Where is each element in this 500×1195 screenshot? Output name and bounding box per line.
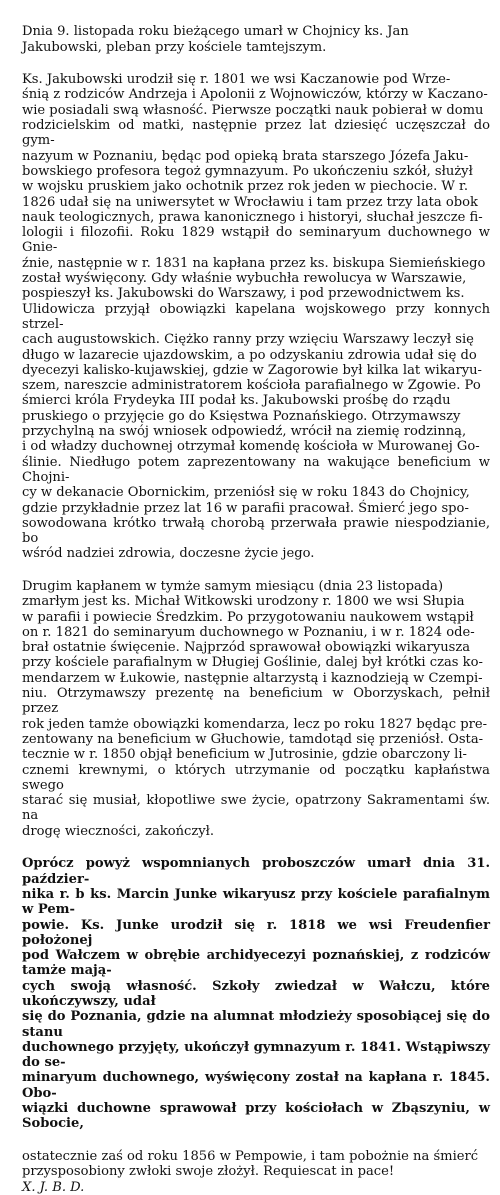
paragraph-witkowski-biography	[22, 564, 490, 839]
paragraph-text: Dnia 9. listopada roku bieżącego umarł w Chojnicy ks. Jan Jakubowski, pleban przy kościele tamtejszym.	[22, 24, 409, 55]
paragraph-text: Oprócz powyż wspomnianych proboszczów umarł dnia 31. paździer- nika r. b ks. Marcin Junke wikaryusz przy kościele parafialnym w Pem- powie. Ks. Junke urodził się r. 1818 we wsi Freudenfier położonej pod Wałczem w obrębie archidyecezyi poznańskiej, z rodziców tamże mają- cych swoją własność. Szkoły zwiedzał w Wałczu, które ukończywszy, udał się do Poznania, gdzie na alumnat młodzieży sposobiącej się do stanu duchownego przyjęty, ukończył gymnazyum r. 1841. Wstąpiwszy do se- minaryum duchownego, wyświęcony został na kapłana r. 1845. Obo- wiązki duchowne sprawował przy kościołach w Zbąszyniu, w Sobocie,	[22, 856, 491, 1132]
paragraph-text: ostatecznie zaś od roku 1856 w Pempowie, i tam pobożnie na śmierć przysposobiony zwłoki swoje złożył. Requiescat in pace!	[22, 1148, 479, 1180]
paragraph-text: Ks. Jakubowski urodził się r. 1801 we wsi Kaczanowie pod Wrze- śnią z rodziców Andrzeja i Apolonii z Wojnowiczów, którzy w Kaczano- wie posiadali swą własność. Pierwsze początki nauk pobierał w domu rodzicielskim od matki, następnie przez lat dziesięć uczęszczał do gym- nazyum w Poznaniu, będąc pod opieką brata starszego Józefa Jaku- bowskiego profesora tegoż gymnazyum. Po ukończeniu szkół, służył w wojsku pruskiem jako ochotnik przez rok jeden w piechocie. W r. 1826 udał się na uniwersytet w Wrocławiu i tam przez trzy lata obok nauk teologicznych, prawa kanonicznego i historyi, słuchał jeszcze fi- lologii i filozofii. Roku 1829 wstąpił do seminaryum duchownego w Gnie- źnie, następnie w r. 1831 na kapłana przez ks. biskupa Siemieńskiego został wyświęcony. Gdy właśnie wybuchła rewolucya w Warszawie, pospieszył ks. Jakubowski do Warszawy, i pod przewodnictwem ks. Ulidowicza przyjął obowiązki kapelana wojskowego przy konnych strzel- cach augustowskich. Ciężko ranny przy wzięciu Warszawy leczył się długo w lazarecie ujazdowskim, a po odzyskaniu zdrowia udał się do dyecezyi kalisko-kujawskiej, gdzie w Zagorowie był kilka lat wikaryu- szem, nareszcie administratorem kościoła parafialnego w Zgowie. Po śmierci króla Frydeyka III podał ks. Jakubowski prośbę do rządu pruskiego o przyjęcie go do Księstwa Poznańskiego. Otrzymawszy przychylną na swój wniosek odpowiedź, wrócił na ziemię rodzinną, i od władzy duchownej otrzymał komendę kościoła w Murowanej Go- ślinie. Niedługo potem zaprezentowany na wakujące beneficium w Chojni- cy w dekanacie Obornickim, przeniósł się w roku 1843 do Chojnicy, gdzie przykładnie przez lat 16 w parafii pracował. Śmierć jego spo- sowodowana krótko trwałą chorobą przerwała prawie niespodzianie, bo wśród nadziei zdrowia, doczesne życie jego.	[22, 72, 490, 562]
document-page	[22, 9, 490, 1195]
paragraph-obituary-intro	[22, 9, 490, 55]
author-signature: X. J. B. D.	[22, 1179, 85, 1195]
paragraph-closing	[22, 1134, 490, 1195]
paragraph-jakubowski-biography	[22, 57, 490, 562]
paragraph-text: Drugim kapłanem w tymże samym miesiącu (dnia 23 listopada) zmarłym jest ks. Michał Witkowski urodzony r. 1800 we wsi Słupia w parafii i powiecie Średzkim. Po przygotowaniu naukowem wstąpił on r. 1821 do seminaryum duchownego w Poznaniu, i w r. 1824 ode- brał ostatnie święcenie. Najprzód sprawował obowiązki wikaryusza przy kościele parafialnym w Długiej Goślinie, dalej był krótki czas ko- mendarzem w Łukowie, następnie altarzystą i kaznodzieją w Czempi- niu. Otrzymawszy prezentę na beneficium w Oborzyskach, pełnił przez rok jeden tamże obowiązki komendarza, lecz po roku 1827 będąc pre- zentowany na beneficium w Głuchowie, tamdotąd się przeniósł. Osta- tecznie w r. 1850 objął beneficium w Jutrosinie, gdzie obarczony li- cznemi krewnymi, o których utrzymanie od początku kapłaństwa swego starać się musiał, kłopotliwe swe życie, opatrzony Sakramentami św. na drogę wieczności, zakończył.	[22, 578, 490, 839]
paragraph-junke-biography	[22, 841, 490, 1132]
